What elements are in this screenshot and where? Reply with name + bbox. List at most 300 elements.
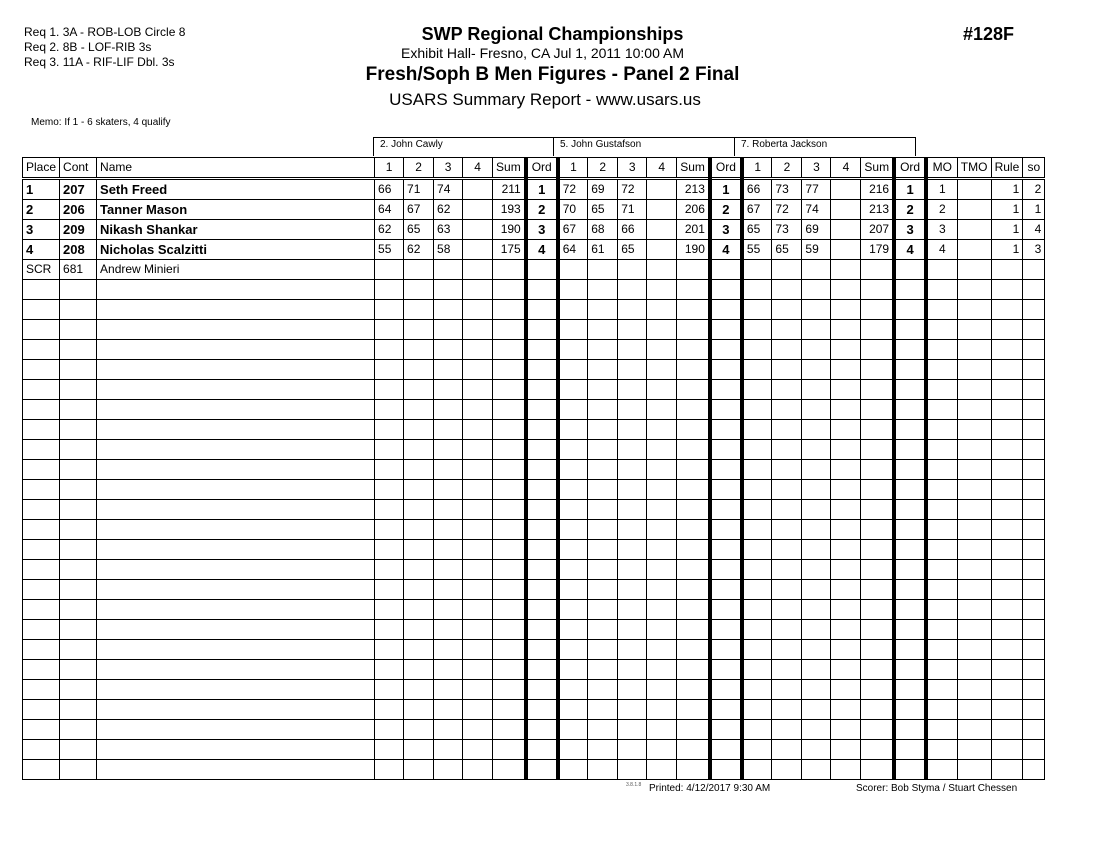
name-cell: Seth Freed — [97, 179, 375, 200]
blank-cell — [60, 380, 97, 400]
judge-1-score-1-cell — [375, 260, 404, 280]
blank-cell — [710, 540, 742, 560]
blank-cell — [526, 640, 558, 660]
cont-cell: 208 — [60, 240, 97, 260]
blank-cell — [588, 540, 618, 560]
blank-cell — [991, 520, 1023, 540]
blank-cell — [1023, 600, 1045, 620]
blank-cell — [710, 620, 742, 640]
blank-cell — [526, 320, 558, 340]
judge-2-score-1-cell: 70 — [558, 200, 588, 220]
blank-cell — [588, 500, 618, 520]
place-cell: SCR — [23, 260, 60, 280]
blank-cell — [831, 720, 861, 740]
blank-cell — [434, 500, 463, 520]
col-j3-4: 4 — [831, 158, 861, 179]
table-row — [23, 200, 1045, 220]
version-label: 3.8.1.8 — [626, 782, 642, 788]
blank-cell — [1023, 500, 1045, 520]
blank-cell — [404, 640, 434, 660]
blank-cell — [588, 520, 618, 540]
blank-cell — [97, 380, 375, 400]
blank-cell — [463, 420, 493, 440]
competition-title: SWP Regional Championships — [421, 24, 684, 44]
blank-cell — [434, 580, 463, 600]
judge-1-score-3-cell: 62 — [434, 200, 463, 220]
blank-cell — [1023, 540, 1045, 560]
blank-cell — [404, 560, 434, 580]
col-j2-4: 4 — [647, 158, 677, 179]
blank-cell — [404, 740, 434, 760]
blank-cell — [23, 460, 60, 480]
blank-cell — [710, 400, 742, 420]
blank-cell — [772, 360, 802, 380]
judge-1-score-4-cell — [463, 260, 493, 280]
judge-3-score-4-cell — [831, 240, 861, 260]
blank-cell — [957, 480, 991, 500]
blank-cell — [861, 560, 894, 580]
blank-cell — [772, 660, 802, 680]
blank-cell — [588, 420, 618, 440]
blank-cell — [677, 480, 710, 500]
judge-2-score-3-cell: 65 — [618, 240, 647, 260]
blank-cell — [375, 620, 404, 640]
mo-cell: 3 — [926, 220, 957, 240]
judge-1-score-4-cell — [463, 240, 493, 260]
blank-cell — [926, 420, 957, 440]
requirement-1: Req 1. 3A - ROB-LOB Circle 8 — [24, 25, 186, 39]
blank-cell — [677, 320, 710, 340]
blank-cell — [618, 540, 647, 560]
blank-cell — [802, 640, 831, 660]
blank-cell — [375, 300, 404, 320]
judge-3-score-2-cell: 72 — [772, 200, 802, 220]
blank-cell — [861, 600, 894, 620]
requirement-2: Req 2. 8B - LOF-RIB 3s — [24, 40, 152, 54]
judge-2-score-2-cell: 69 — [588, 179, 618, 200]
blank-cell — [60, 340, 97, 360]
blank-cell — [926, 340, 957, 360]
judge-1-score-2-cell — [404, 260, 434, 280]
blank-cell — [60, 540, 97, 560]
col-j1-3: 3 — [434, 158, 463, 179]
blank-cell — [60, 420, 97, 440]
blank-cell — [60, 740, 97, 760]
blank-cell — [493, 480, 526, 500]
blank-cell — [97, 640, 375, 660]
blank-cell — [677, 440, 710, 460]
blank-cell — [677, 660, 710, 680]
blank-cell — [434, 320, 463, 340]
blank-cell — [677, 460, 710, 480]
blank-cell — [831, 680, 861, 700]
mo-cell: 4 — [926, 240, 957, 260]
blank-cell — [526, 420, 558, 440]
judge-3-score-4-cell — [831, 200, 861, 220]
table-row — [23, 240, 1045, 260]
blank-cell — [434, 700, 463, 720]
blank-cell — [526, 340, 558, 360]
blank-cell — [375, 360, 404, 380]
blank-cell — [742, 440, 772, 460]
blank-cell — [894, 760, 926, 780]
blank-cell — [894, 740, 926, 760]
judge-2-sum-cell: 201 — [677, 220, 710, 240]
judge-3-sum-cell: 213 — [861, 200, 894, 220]
blank-cell — [404, 380, 434, 400]
blank-cell — [404, 540, 434, 560]
blank-cell — [742, 740, 772, 760]
blank-cell — [375, 640, 404, 660]
blank-cell — [558, 560, 588, 580]
judge-1-score-4-cell — [463, 220, 493, 240]
blank-cell — [861, 700, 894, 720]
blank-cell — [710, 520, 742, 540]
blank-cell — [493, 360, 526, 380]
col-place: Place — [23, 158, 60, 179]
judge-1-ord-cell — [526, 260, 558, 280]
blank-cell — [831, 300, 861, 320]
col-mo: MO — [926, 158, 957, 179]
blank-cell — [957, 640, 991, 660]
col-j3-1: 1 — [742, 158, 772, 179]
blank-cell — [618, 280, 647, 300]
blank-cell — [526, 400, 558, 420]
blank-cell — [375, 680, 404, 700]
blank-cell — [772, 700, 802, 720]
blank-cell — [588, 660, 618, 680]
so-cell — [1023, 260, 1045, 280]
blank-cell — [861, 460, 894, 480]
blank-cell — [618, 380, 647, 400]
blank-row — [23, 360, 1045, 380]
blank-cell — [588, 280, 618, 300]
blank-cell — [60, 360, 97, 380]
col-so: so — [1023, 158, 1045, 179]
judge-2-score-3-cell: 71 — [618, 200, 647, 220]
blank-cell — [772, 760, 802, 780]
blank-cell — [647, 340, 677, 360]
blank-cell — [404, 680, 434, 700]
blank-cell — [618, 360, 647, 380]
blank-cell — [618, 420, 647, 440]
blank-cell — [894, 320, 926, 340]
blank-cell — [710, 680, 742, 700]
blank-cell — [742, 320, 772, 340]
judge-2-score-4-cell — [647, 200, 677, 220]
blank-cell — [926, 720, 957, 740]
judge-1-score-3-cell — [434, 260, 463, 280]
blank-row — [23, 300, 1045, 320]
blank-cell — [60, 560, 97, 580]
blank-row — [23, 540, 1045, 560]
judge-2-score-1-cell: 72 — [558, 179, 588, 200]
blank-cell — [861, 680, 894, 700]
blank-cell — [772, 720, 802, 740]
blank-cell — [526, 580, 558, 600]
blank-cell — [710, 600, 742, 620]
blank-cell — [404, 440, 434, 460]
blank-cell — [434, 380, 463, 400]
blank-cell — [97, 680, 375, 700]
name-cell: Nikash Shankar — [97, 220, 375, 240]
col-j1-ord: Ord — [526, 158, 558, 179]
blank-cell — [926, 440, 957, 460]
blank-cell — [647, 440, 677, 460]
blank-cell — [526, 360, 558, 380]
blank-cell — [588, 620, 618, 640]
blank-cell — [647, 620, 677, 640]
blank-cell — [493, 640, 526, 660]
blank-row — [23, 640, 1045, 660]
blank-cell — [1023, 700, 1045, 720]
blank-cell — [526, 600, 558, 620]
blank-cell — [647, 560, 677, 580]
blank-cell — [1023, 440, 1045, 460]
blank-cell — [957, 320, 991, 340]
blank-cell — [710, 720, 742, 740]
mo-cell: 2 — [926, 200, 957, 220]
blank-cell — [23, 500, 60, 520]
name-cell: Andrew Minieri — [97, 260, 375, 280]
blank-cell — [831, 660, 861, 680]
judge-3-score-1-cell — [742, 260, 772, 280]
blank-cell — [1023, 480, 1045, 500]
blank-cell — [926, 280, 957, 300]
blank-row — [23, 500, 1045, 520]
blank-cell — [404, 480, 434, 500]
blank-cell — [558, 340, 588, 360]
judge-2-score-3-cell — [618, 260, 647, 280]
so-cell: 2 — [1023, 179, 1045, 200]
blank-cell — [375, 560, 404, 580]
tmo-cell — [957, 200, 991, 220]
blank-cell — [404, 420, 434, 440]
blank-cell — [60, 620, 97, 640]
blank-cell — [647, 360, 677, 380]
blank-cell — [647, 520, 677, 540]
blank-cell — [831, 320, 861, 340]
judge-3-sum-cell — [861, 260, 894, 280]
blank-cell — [1023, 420, 1045, 440]
blank-cell — [588, 360, 618, 380]
judge-1-ord-cell: 4 — [526, 240, 558, 260]
blank-cell — [463, 700, 493, 720]
blank-cell — [97, 420, 375, 440]
blank-cell — [991, 600, 1023, 620]
so-cell: 4 — [1023, 220, 1045, 240]
blank-cell — [463, 580, 493, 600]
blank-cell — [831, 560, 861, 580]
judge-3-score-4-cell — [831, 179, 861, 200]
blank-cell — [463, 740, 493, 760]
blank-cell — [1023, 720, 1045, 740]
blank-cell — [97, 660, 375, 680]
blank-cell — [991, 540, 1023, 560]
blank-cell — [710, 320, 742, 340]
blank-cell — [60, 320, 97, 340]
col-j1-sum: Sum — [493, 158, 526, 179]
blank-cell — [710, 560, 742, 580]
blank-cell — [647, 540, 677, 560]
judge-1-ord-cell: 2 — [526, 200, 558, 220]
blank-cell — [526, 680, 558, 700]
blank-cell — [742, 500, 772, 520]
blank-cell — [991, 500, 1023, 520]
blank-cell — [23, 380, 60, 400]
blank-cell — [558, 640, 588, 660]
judge-3-sum-cell: 207 — [861, 220, 894, 240]
col-j1-2: 2 — [404, 158, 434, 179]
blank-cell — [618, 660, 647, 680]
blank-cell — [957, 300, 991, 320]
blank-cell — [375, 460, 404, 480]
blank-cell — [957, 740, 991, 760]
place-cell: 2 — [23, 200, 60, 220]
blank-cell — [97, 540, 375, 560]
blank-cell — [526, 380, 558, 400]
blank-cell — [588, 680, 618, 700]
blank-cell — [957, 460, 991, 480]
blank-cell — [404, 620, 434, 640]
blank-cell — [991, 720, 1023, 740]
blank-cell — [772, 480, 802, 500]
blank-cell — [926, 680, 957, 700]
blank-cell — [957, 580, 991, 600]
blank-cell — [558, 360, 588, 380]
blank-cell — [647, 420, 677, 440]
blank-cell — [463, 440, 493, 460]
blank-cell — [618, 440, 647, 460]
blank-cell — [526, 540, 558, 560]
blank-cell — [742, 360, 772, 380]
blank-cell — [861, 420, 894, 440]
blank-cell — [926, 300, 957, 320]
judge-1-score-2-cell: 71 — [404, 179, 434, 200]
blank-cell — [772, 680, 802, 700]
judge-2-sum-cell: 190 — [677, 240, 710, 260]
blank-cell — [802, 360, 831, 380]
cont-cell: 681 — [60, 260, 97, 280]
blank-cell — [404, 300, 434, 320]
blank-cell — [558, 320, 588, 340]
judge-2-score-4-cell — [647, 220, 677, 240]
blank-cell — [957, 340, 991, 360]
blank-cell — [493, 580, 526, 600]
judge-3-score-1-cell: 67 — [742, 200, 772, 220]
blank-cell — [742, 660, 772, 680]
blank-cell — [742, 620, 772, 640]
blank-row — [23, 660, 1045, 680]
blank-cell — [588, 720, 618, 740]
blank-cell — [526, 520, 558, 540]
blank-cell — [647, 460, 677, 480]
blank-cell — [60, 460, 97, 480]
blank-cell — [742, 760, 772, 780]
blank-cell — [861, 640, 894, 660]
blank-cell — [894, 360, 926, 380]
blank-cell — [742, 680, 772, 700]
blank-cell — [97, 500, 375, 520]
blank-cell — [97, 460, 375, 480]
blank-cell — [618, 620, 647, 640]
blank-cell — [1023, 740, 1045, 760]
blank-cell — [802, 460, 831, 480]
blank-cell — [710, 700, 742, 720]
blank-cell — [463, 500, 493, 520]
blank-cell — [97, 560, 375, 580]
col-j1-1: 1 — [375, 158, 404, 179]
blank-cell — [957, 560, 991, 580]
blank-cell — [831, 700, 861, 720]
table-row — [23, 220, 1045, 240]
blank-row — [23, 620, 1045, 640]
report-title: USARS Summary Report - www.usars.us — [389, 90, 701, 109]
blank-cell — [926, 580, 957, 600]
blank-cell — [434, 400, 463, 420]
blank-cell — [861, 300, 894, 320]
blank-cell — [772, 460, 802, 480]
blank-cell — [588, 380, 618, 400]
judge-2-ord-cell: 3 — [710, 220, 742, 240]
judge-2-sum-cell — [677, 260, 710, 280]
judge-1-ord-cell: 3 — [526, 220, 558, 240]
judge-3-score-2-cell: 73 — [772, 220, 802, 240]
blank-cell — [991, 460, 1023, 480]
blank-cell — [710, 380, 742, 400]
blank-cell — [463, 640, 493, 660]
judge-1-score-1-cell: 62 — [375, 220, 404, 240]
blank-cell — [375, 320, 404, 340]
judge-2-sum-cell: 213 — [677, 179, 710, 200]
judge-2-score-4-cell — [647, 260, 677, 280]
blank-cell — [618, 760, 647, 780]
blank-cell — [375, 540, 404, 560]
blank-cell — [991, 660, 1023, 680]
blank-cell — [957, 760, 991, 780]
blank-cell — [618, 400, 647, 420]
blank-cell — [802, 660, 831, 680]
blank-cell — [926, 600, 957, 620]
venue-line: Exhibit Hall- Fresno, CA Jul 1, 2011 10:00 AM — [401, 45, 684, 61]
blank-cell — [772, 560, 802, 580]
blank-cell — [647, 680, 677, 700]
blank-cell — [588, 760, 618, 780]
blank-cell — [991, 620, 1023, 640]
judge-3-score-3-cell — [802, 260, 831, 280]
blank-cell — [894, 420, 926, 440]
blank-cell — [677, 700, 710, 720]
blank-cell — [861, 440, 894, 460]
blank-cell — [60, 400, 97, 420]
blank-cell — [647, 740, 677, 760]
blank-cell — [434, 660, 463, 680]
blank-cell — [802, 380, 831, 400]
blank-cell — [772, 380, 802, 400]
judge-3-score-3-cell: 59 — [802, 240, 831, 260]
blank-cell — [97, 760, 375, 780]
judge-3-ord-cell: 2 — [894, 200, 926, 220]
judge-3-score-3-cell: 74 — [802, 200, 831, 220]
blank-cell — [957, 720, 991, 740]
place-cell: 1 — [23, 179, 60, 200]
so-cell: 3 — [1023, 240, 1045, 260]
blank-cell — [493, 320, 526, 340]
blank-row — [23, 720, 1045, 740]
blank-cell — [493, 500, 526, 520]
blank-cell — [404, 760, 434, 780]
blank-cell — [404, 280, 434, 300]
